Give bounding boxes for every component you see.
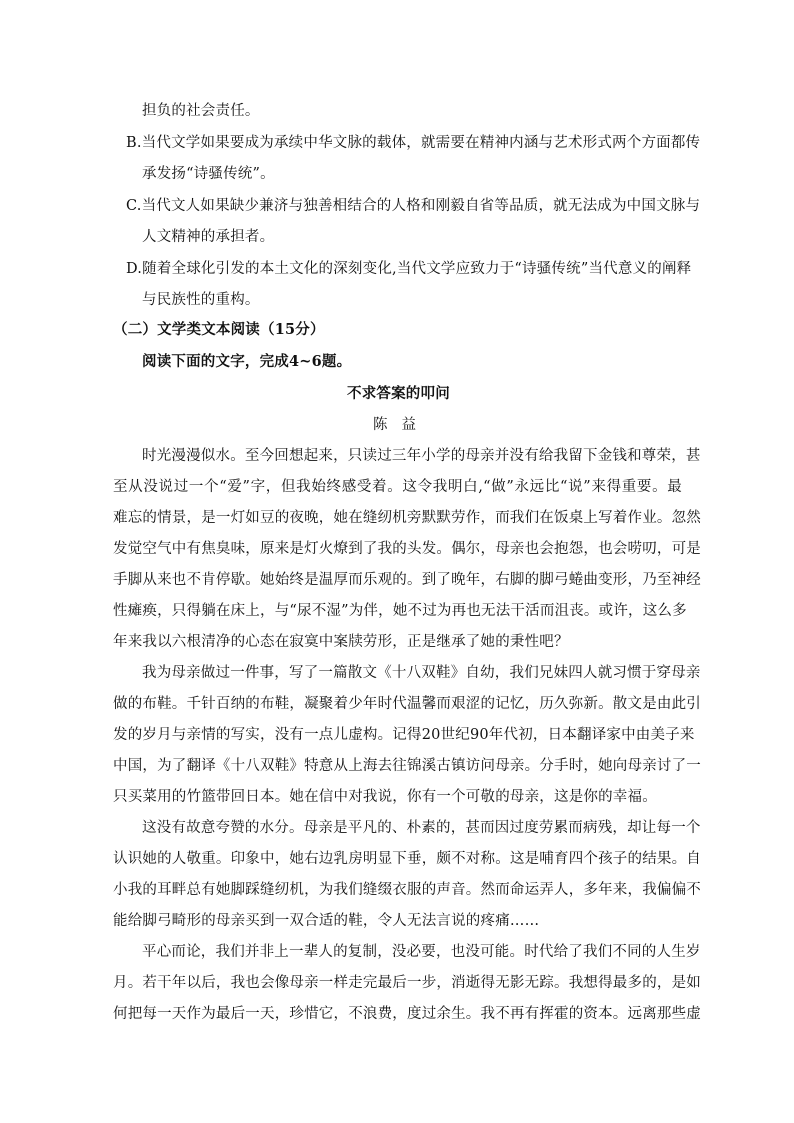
- article-title: 不求答案的叩问: [347, 385, 450, 402]
- body-line: 性瘫痪，只得躺在床上，与“尿不湿”为伴，她不过为再也无法干活而沮丧。或许，这么多: [113, 603, 687, 619]
- body-line: 能给脚弓畸形的母亲买到一双合适的鞋，令人无法言说的疼痛……: [113, 913, 540, 929]
- option-c-line-2: 人文精神的承担者。: [142, 229, 275, 245]
- body-line: 年来我以六根清净的心态在寂寞中案牍劳形，正是继承了她的秉性吧？: [113, 634, 569, 650]
- body-line: 何把每一天作为最后一天，珍惜它，不浪费，度过余生。我不再有挥霍的资本。远离那些虚: [113, 1006, 701, 1022]
- body-line: 至从没说过一个“爱”字，但我始终感受着。这令我明白,“做”永远比“说”来得重要。最: [113, 479, 682, 495]
- body-line: 月。若干年以后，我也会像母亲一样走完最后一步，消逝得无影无踪。我想得最多的，是如: [113, 975, 701, 991]
- body-line: 中国，为了翻译《十八双鞋》特意从上海去往锦溪古镇访问母亲。分手时，她向母亲讨了一: [113, 758, 701, 774]
- body-line: 认识她的人敬重。印象中，她右边乳房明显下垂，颇不对称。这是哺育四个孩子的结果。自: [113, 851, 701, 867]
- section-heading: （二）文学类文本阅读（15分）: [113, 321, 325, 338]
- body-line: 做的布鞋。千针百纳的布鞋，凝聚着少年时代温馨而艰涩的记忆，历久弥新。散文是由此引: [113, 696, 701, 712]
- option-d-line-1: D.随着全球化引发的本土文化的深刻变化,当代文学应致力于“诗骚传统”当代意义的阐释: [126, 261, 692, 277]
- body-line: 手脚从来也不肯停歇。她始终是温厚而乐观的。到了晚年，右脚的脚弓蜷曲变形，乃至神经: [113, 572, 701, 588]
- body-line: 只买菜用的竹篮带回日本。她在信中对我说，你有一个可敬的母亲，这是你的幸福。: [113, 789, 657, 805]
- section-instruction: 阅读下面的文字，完成4~6题。: [142, 353, 352, 370]
- article-author: 陈益: [373, 417, 430, 433]
- option-b-line-2: 承发扬“诗骚传统”。: [142, 166, 275, 182]
- body-line: 这没有故意夸赞的水分。母亲是平凡的、朴素的，甚而因过度劳累而病残，却让每一个: [142, 820, 701, 836]
- body-line: 难忘的情景，是一灯如豆的夜晚，她在缝纫机旁默默劳作，而我们在饭桌上写着作业。忽然: [113, 510, 701, 526]
- body-line: 发的岁月与亲情的写实，没有一点儿虚构。记得20世纪90年代初，日本翻译家中由美子来: [113, 727, 695, 743]
- body-line: 发觉空气中有焦臭味，原来是灯火燎到了我的头发。偶尔，母亲也会抱怨，也会唠叨，可是: [113, 541, 701, 557]
- body-line: 小我的耳畔总有她脚踩缝纫机，为我们缝缀衣服的声音。然而命运弄人，多年来，我偏偏不: [113, 882, 701, 898]
- option-d-line-2: 与民族性的重构。: [142, 292, 260, 308]
- option-a-tail: 担负的社会责任。: [142, 103, 260, 119]
- option-b-line-1: B.当代文学如果要成为承续中华文脉的载体，就需要在精神内涵与艺术形式两个方面都传: [126, 135, 701, 151]
- option-c-line-1: C.当代文人如果缺少兼济与独善相结合的人格和刚毅自省等品质，就无法成为中国文脉与: [126, 198, 701, 214]
- body-line: 我为母亲做过一件事，写了一篇散文《十八双鞋》自幼，我们兄妹四人就习惯于穿母亲: [142, 665, 701, 681]
- body-line: 平心而论，我们并非上一辈人的复制，没必要，也没可能。时代给了我们不同的人生岁: [142, 944, 701, 960]
- body-line: 时光漫漫似水。至今回想起来，只读过三年小学的母亲并没有给我留下金钱和尊荣，甚: [142, 448, 701, 464]
